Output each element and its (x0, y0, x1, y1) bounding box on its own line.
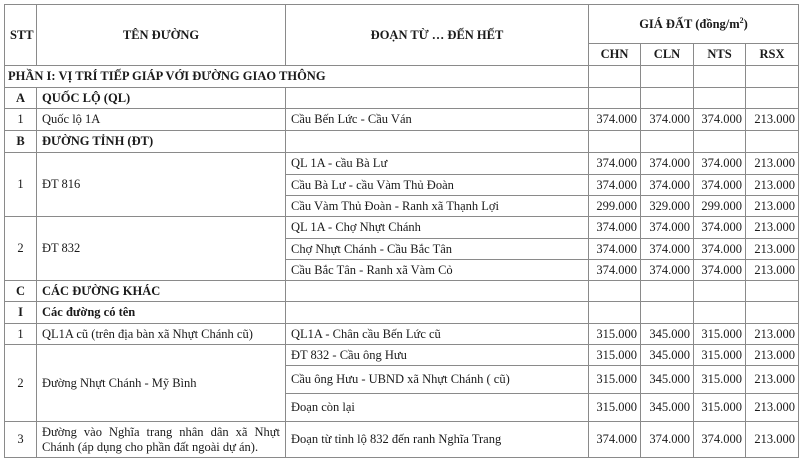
price-chn: 374.000 (589, 153, 641, 175)
price-nts: 315.000 (694, 366, 746, 394)
header-chn: CHN (589, 44, 641, 66)
row-segment: QL 1A - cầu Bà Lư (286, 153, 589, 175)
price-rsx: 213.000 (746, 324, 799, 345)
price-chn: 374.000 (589, 260, 641, 281)
price-nts: 315.000 (694, 394, 746, 422)
table-header-row (5, 5, 799, 44)
price-rsx: 213.000 (746, 260, 799, 281)
price-chn: 315.000 (589, 366, 641, 394)
price-rsx: 213.000 (746, 109, 799, 131)
price-cln: 374.000 (641, 260, 694, 281)
price-chn: 315.000 (589, 345, 641, 366)
section-code: C (5, 281, 37, 302)
price-cln: 374.000 (641, 217, 694, 239)
row-segment: Chợ Nhựt Chánh - Cầu Bắc Tân (286, 239, 589, 260)
section-title: QUỐC LỘ (QL) (37, 88, 286, 109)
table-row (5, 345, 799, 366)
section-row (5, 281, 799, 302)
price-cln: 345.000 (641, 324, 694, 345)
row-road-name: Đường vào Nghĩa trang nhân dân xã Nhựt Chánh (áp dụng cho phần đất ngoài dự án). (37, 422, 286, 458)
price-cln: 374.000 (641, 422, 694, 458)
row-segment: Cầu Bến Lức - Cầu Ván (286, 109, 589, 131)
header-ten-duong: TÊN ĐƯỜNG (37, 5, 286, 66)
table-row (5, 217, 799, 239)
table-row (5, 324, 799, 345)
price-rsx: 213.000 (746, 196, 799, 217)
price-rsx: 213.000 (746, 366, 799, 394)
price-rsx: 213.000 (746, 422, 799, 458)
row-stt: 2 (5, 345, 37, 422)
header-rsx: RSX (746, 44, 799, 66)
price-nts: 374.000 (694, 153, 746, 175)
price-chn: 315.000 (589, 394, 641, 422)
price-cln: 374.000 (641, 153, 694, 175)
price-cln: 345.000 (641, 345, 694, 366)
price-chn: 374.000 (589, 239, 641, 260)
row-stt: 1 (5, 153, 37, 217)
price-chn: 374.000 (589, 175, 641, 196)
header-doan: ĐOẠN TỪ … ĐẾN HẾT (286, 5, 589, 66)
row-stt: 2 (5, 217, 37, 281)
price-nts: 374.000 (694, 109, 746, 131)
section-title: ĐƯỜNG TỈNH (ĐT) (37, 131, 286, 153)
price-rsx: 213.000 (746, 153, 799, 175)
row-segment: Cầu Vàm Thủ Đoàn - Ranh xã Thạnh Lợi (286, 196, 589, 217)
row-segment: QL1A - Chân cầu Bến Lức cũ (286, 324, 589, 345)
price-nts: 374.000 (694, 260, 746, 281)
price-rsx: 213.000 (746, 175, 799, 196)
price-cln: 374.000 (641, 175, 694, 196)
section-code: B (5, 131, 37, 153)
price-nts: 374.000 (694, 217, 746, 239)
section-title: CÁC ĐƯỜNG KHÁC (37, 281, 286, 302)
document-page (4, 4, 799, 458)
row-road-name: ĐT 832 (37, 217, 286, 281)
price-cln: 345.000 (641, 366, 694, 394)
row-stt: 1 (5, 109, 37, 131)
price-rsx: 213.000 (746, 345, 799, 366)
section-code: A (5, 88, 37, 109)
subsection-row (5, 302, 799, 324)
price-chn: 374.000 (589, 217, 641, 239)
price-nts: 374.000 (694, 239, 746, 260)
row-road-name: ĐT 816 (37, 153, 286, 217)
row-road-name: Quốc lộ 1A (37, 109, 286, 131)
price-nts: 299.000 (694, 196, 746, 217)
row-stt: 3 (5, 422, 37, 458)
price-chn: 315.000 (589, 324, 641, 345)
price-cln: 374.000 (641, 109, 694, 131)
price-chn: 374.000 (589, 422, 641, 458)
land-price-table (4, 4, 799, 458)
row-segment: Cầu ông Hưu - UBND xã Nhựt Chánh ( cũ) (286, 366, 589, 394)
table-row (5, 422, 799, 458)
row-segment: Cầu Bắc Tân - Ranh xã Vàm Cỏ (286, 260, 589, 281)
row-stt: 1 (5, 324, 37, 345)
header-nts: NTS (694, 44, 746, 66)
price-rsx: 213.000 (746, 239, 799, 260)
price-nts: 315.000 (694, 345, 746, 366)
row-road-name: QL1A cũ (trên địa bàn xã Nhựt Chánh cũ) (37, 324, 286, 345)
header-cln: CLN (641, 44, 694, 66)
price-cln: 374.000 (641, 239, 694, 260)
table-row (5, 109, 799, 131)
price-nts: 374.000 (694, 175, 746, 196)
price-cln: 329.000 (641, 196, 694, 217)
row-segment: Cầu Bà Lư - cầu Vàm Thủ Đoàn (286, 175, 589, 196)
subsection-title: Các đường có tên (37, 302, 286, 324)
part-row (5, 66, 799, 88)
table-row (5, 153, 799, 175)
row-road-name: Đường Nhựt Chánh - Mỹ Bình (37, 345, 286, 422)
price-nts: 315.000 (694, 324, 746, 345)
price-rsx: 213.000 (746, 217, 799, 239)
section-row (5, 131, 799, 153)
price-rsx: 213.000 (746, 394, 799, 422)
header-gia-dat: GIÁ ĐẤT $(đồng/m^2)$ (589, 5, 799, 44)
row-segment: Đoạn còn lại (286, 394, 589, 422)
price-chn: 299.000 (589, 196, 641, 217)
row-segment: Đoạn từ tỉnh lộ 832 đến ranh Nghĩa Trang (286, 422, 589, 458)
price-chn: 374.000 (589, 109, 641, 131)
price-nts: 374.000 (694, 422, 746, 458)
row-segment: ĐT 832 - Cầu ông Hưu (286, 345, 589, 366)
section-row (5, 88, 799, 109)
part-title: PHẦN I: VỊ TRÍ TIẾP GIÁP VỚI ĐƯỜNG GIAO THÔNG (5, 66, 589, 88)
header-stt: STT (5, 5, 37, 66)
row-segment: QL 1A - Chợ Nhựt Chánh (286, 217, 589, 239)
price-cln: 345.000 (641, 394, 694, 422)
subsection-code: I (5, 302, 37, 324)
